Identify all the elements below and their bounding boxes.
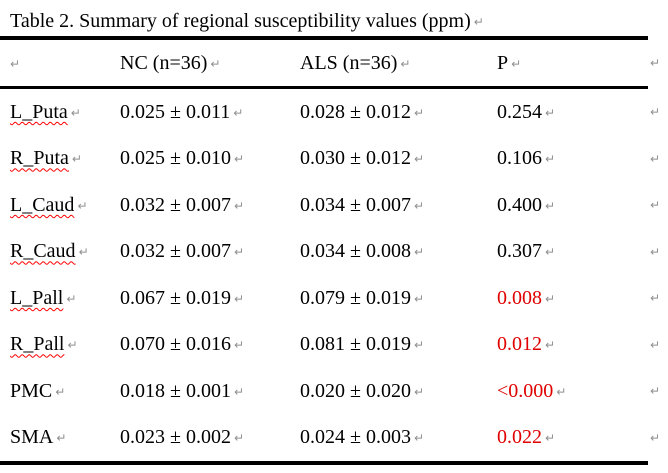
- als-value-cell: [300, 287, 497, 310]
- table-header-row: [0, 40, 661, 86]
- end-of-row-mark-icon: ↵: [650, 291, 661, 306]
- als-value: 0.020 ± 0.020: [300, 379, 411, 402]
- p-value: 0.307: [497, 240, 542, 263]
- end-of-row-mark-icon: ↵: [650, 105, 661, 120]
- nc-value-cell: [120, 147, 300, 170]
- paragraph-mark-icon: ↵: [473, 15, 484, 29]
- nc-value: 0.018 ± 0.001: [120, 379, 231, 402]
- paragraph-mark-icon: ↵: [545, 291, 556, 306]
- paragraph-mark-icon: ↵: [71, 152, 82, 167]
- nc-value-cell: [120, 101, 300, 124]
- paragraph-mark-icon: ↵: [233, 338, 245, 353]
- nc-value-cell: [120, 380, 300, 403]
- table-row: [0, 275, 661, 322]
- row-label-cell: [10, 240, 120, 263]
- p-value: <0.000: [497, 379, 554, 402]
- paragraph-mark-icon: ↵: [233, 384, 245, 399]
- p-value-cell: [497, 147, 648, 170]
- header-p-label: P: [497, 51, 509, 74]
- row-label: L_Puta: [10, 100, 68, 123]
- paragraph-mark-icon: ↵: [545, 105, 556, 120]
- als-value-cell: [300, 380, 497, 403]
- paragraph-mark-icon: ↵: [545, 338, 556, 353]
- paragraph-mark-icon: ↵: [400, 56, 411, 71]
- p-value: 0.012: [497, 333, 542, 356]
- p-value-cell: [497, 101, 648, 124]
- paragraph-mark-icon: ↵: [67, 338, 78, 353]
- end-of-row-mark-icon: ↵: [650, 244, 661, 259]
- als-value: 0.028 ± 0.012: [300, 100, 411, 123]
- end-of-row-mark-icon: ↵: [650, 56, 661, 70]
- table-caption-text: Table 2. Summary of regional susceptibility values (ppm): [10, 10, 471, 32]
- end-of-row-mark-icon: ↵: [650, 198, 661, 213]
- table-row: [0, 368, 661, 415]
- p-value-cell: [497, 194, 648, 217]
- nc-value-cell: [120, 426, 300, 449]
- nc-value: 0.070 ± 0.016: [120, 333, 231, 356]
- als-value-cell: [300, 194, 497, 217]
- header-als-label: ALS (n=36): [300, 51, 398, 74]
- row-label-cell: [10, 194, 120, 217]
- paragraph-mark-icon: ↵: [77, 198, 88, 213]
- paragraph-mark-icon: ↵: [413, 338, 425, 353]
- als-value: 0.024 ± 0.003: [300, 426, 411, 449]
- paragraph-mark-icon: ↵: [556, 384, 567, 399]
- end-of-row-mark-icon: ↵: [650, 337, 661, 352]
- summary-table: [0, 36, 668, 465]
- table-caption: [0, 0, 668, 36]
- nc-value: 0.032 ± 0.007: [120, 193, 231, 216]
- paragraph-mark-icon: ↵: [545, 198, 556, 213]
- paragraph-mark-icon: ↵: [210, 56, 221, 71]
- als-value-cell: [300, 101, 497, 124]
- table-bottom-rule: [0, 461, 648, 465]
- paragraph-mark-icon: ↵: [78, 245, 89, 260]
- row-label-cell: [10, 101, 120, 124]
- paragraph-mark-icon: ↵: [413, 198, 425, 213]
- paragraph-mark-icon: ↵: [545, 152, 556, 167]
- table-row: [0, 322, 661, 369]
- end-of-row-mark-icon: ↵: [650, 430, 661, 445]
- als-value-cell: [300, 240, 497, 263]
- nc-value: 0.067 ± 0.019: [120, 286, 231, 309]
- table-body: [0, 89, 668, 461]
- paragraph-mark-icon: ↵: [55, 384, 66, 399]
- header-als-cell: [300, 52, 497, 75]
- paragraph-mark-icon: ↵: [233, 105, 244, 120]
- als-value: 0.034 ± 0.007: [300, 193, 411, 216]
- paragraph-mark-icon: ↵: [233, 152, 245, 167]
- table-row: [0, 229, 661, 276]
- als-value: 0.079 ± 0.019: [300, 286, 411, 309]
- table-row: [0, 136, 661, 183]
- row-label: R_Puta: [10, 147, 69, 170]
- p-value: 0.022: [497, 426, 542, 449]
- nc-value-cell: [120, 240, 300, 263]
- als-value: 0.030 ± 0.012: [300, 147, 411, 170]
- row-label: PMC: [10, 379, 53, 402]
- nc-value: 0.025 ± 0.010: [120, 147, 231, 170]
- paragraph-mark-icon: ↵: [545, 245, 556, 260]
- end-of-row-mark-icon: ↵: [650, 151, 661, 166]
- row-label-cell: [10, 287, 120, 310]
- table-row: [0, 89, 661, 136]
- header-nc-label: NC (n=36): [120, 51, 208, 74]
- row-label: R_Caud: [10, 240, 76, 263]
- als-value-cell: [300, 147, 497, 170]
- row-label-cell: [10, 147, 120, 170]
- row-label-cell: [10, 333, 120, 356]
- p-value-cell: [497, 426, 648, 449]
- row-label: SMA: [10, 426, 54, 449]
- nc-value: 0.025 ± 0.011: [120, 100, 231, 123]
- nc-value-cell: [120, 194, 300, 217]
- paragraph-mark-icon: ↵: [70, 105, 81, 120]
- header-empty-cell: [10, 52, 120, 75]
- paragraph-mark-icon: ↵: [413, 431, 425, 446]
- table-row: [0, 415, 661, 462]
- paragraph-mark-icon: ↵: [233, 198, 245, 213]
- paragraph-mark-icon: ↵: [545, 431, 556, 446]
- als-value-cell: [300, 333, 497, 356]
- als-value: 0.081 ± 0.019: [300, 333, 411, 356]
- paragraph-mark-icon: ↵: [413, 291, 425, 306]
- paragraph-mark-icon: ↵: [233, 245, 245, 260]
- nc-value: 0.032 ± 0.007: [120, 240, 231, 263]
- nc-value: 0.023 ± 0.002: [120, 426, 231, 449]
- end-of-row-mark-icon: ↵: [650, 384, 661, 399]
- paragraph-mark-icon: ↵: [413, 152, 425, 167]
- paragraph-mark-icon: ↵: [66, 291, 77, 306]
- paragraph-mark-icon: ↵: [10, 56, 21, 71]
- als-value: 0.034 ± 0.008: [300, 240, 411, 263]
- paragraph-mark-icon: ↵: [233, 291, 245, 306]
- paragraph-mark-icon: ↵: [413, 245, 425, 260]
- nc-value-cell: [120, 287, 300, 310]
- p-value-cell: [497, 240, 648, 263]
- p-value: 0.008: [497, 286, 542, 309]
- row-label: L_Caud: [10, 193, 75, 216]
- p-value-cell: [497, 287, 648, 310]
- nc-value-cell: [120, 333, 300, 356]
- row-label-cell: [10, 426, 120, 449]
- row-label: L_Pall: [10, 286, 64, 309]
- p-value: 0.106: [497, 147, 542, 170]
- row-label-cell: [10, 380, 120, 403]
- paragraph-mark-icon: ↵: [413, 384, 425, 399]
- p-value-cell: [497, 333, 648, 356]
- header-nc-cell: [120, 52, 300, 75]
- als-value-cell: [300, 426, 497, 449]
- paragraph-mark-icon: ↵: [233, 431, 245, 446]
- row-label: R_Pall: [10, 333, 65, 356]
- p-value-cell: [497, 380, 648, 403]
- table-row: [0, 182, 661, 229]
- header-p-cell: [497, 52, 648, 75]
- paragraph-mark-icon: ↵: [56, 431, 67, 446]
- p-value: 0.400: [497, 193, 542, 216]
- p-value: 0.254: [497, 100, 542, 123]
- paragraph-mark-icon: ↵: [413, 105, 425, 120]
- paragraph-mark-icon: ↵: [511, 56, 522, 71]
